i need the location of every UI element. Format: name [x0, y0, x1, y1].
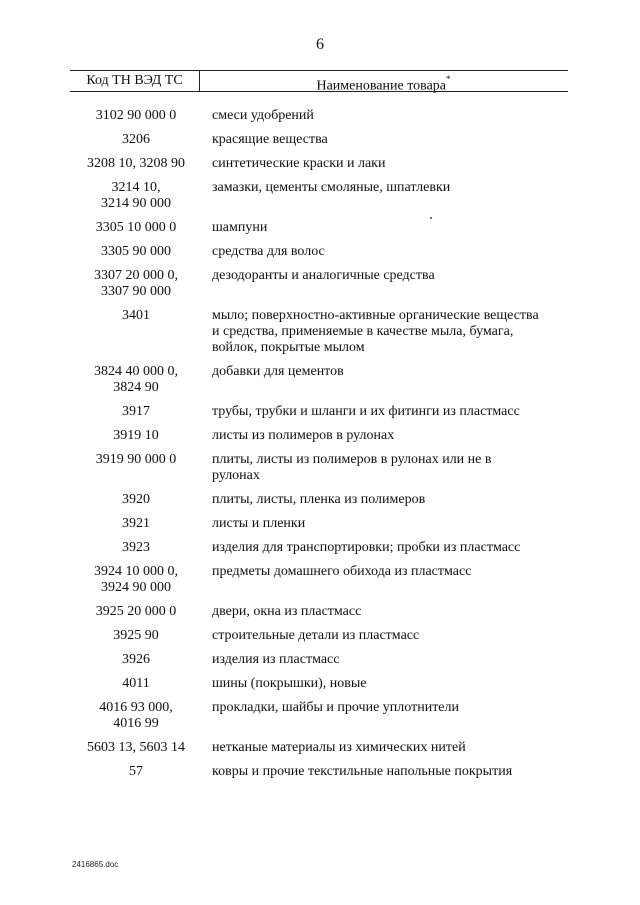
table-row	[0, 676, 640, 692]
goods-name: изделия для транспортировки; пробки из пластмасс	[212, 540, 521, 555]
tnved-code: 3305 10 000 0	[95, 220, 177, 235]
table-row	[0, 700, 640, 732]
goods-name: нетканые материалы из химических нитей	[212, 740, 466, 755]
table-row	[0, 308, 640, 356]
table-row	[0, 604, 640, 620]
goods-name: плиты, листы, пленка из полимеров	[212, 492, 426, 507]
tnved-code: 3824 40 000 0, 3824 90	[94, 364, 178, 395]
table-row	[0, 740, 640, 756]
table-row	[0, 628, 640, 644]
document-filename: 2416865.doc	[72, 860, 119, 869]
goods-name: листы из полимеров в рулонах	[212, 428, 395, 443]
table-header-top-rule	[70, 70, 568, 71]
goods-name: листы и пленки	[212, 516, 306, 531]
tnved-code: 3208 10, 3208 90	[87, 156, 185, 171]
goods-table-body	[0, 108, 640, 788]
table-row	[0, 156, 640, 172]
table-row	[0, 364, 640, 396]
table-row	[0, 652, 640, 668]
goods-name: двери, окна из пластмасс	[212, 604, 362, 619]
goods-name: шампуни	[212, 220, 268, 235]
goods-name: трубы, трубки и шланги и их фитинги из пластмасс	[212, 404, 520, 419]
tnved-code: 3214 10, 3214 90 000	[101, 180, 171, 211]
tnved-code: 4016 93 000, 4016 99	[99, 700, 173, 731]
table-row	[0, 108, 640, 124]
tnved-code: 3926	[122, 652, 150, 667]
tnved-code: 3923	[122, 540, 150, 555]
tnved-code: 3206	[122, 132, 150, 147]
tnved-code: 3925 20 000 0	[95, 604, 177, 619]
tnved-code: 3917	[122, 404, 150, 419]
tnved-code: 3401	[122, 308, 150, 323]
goods-name: мыло; поверхностно-активные органические вещества и средства, применяемые в качестве мыла, бумага, войлок, покрытые мылом	[212, 308, 539, 355]
goods-name: средства для волос	[212, 244, 325, 259]
table-row	[0, 452, 640, 484]
tnved-code: 3102 90 000 0	[95, 108, 177, 123]
page-number: 6	[316, 36, 324, 53]
tnved-code: 3919 90 000 0	[95, 452, 177, 467]
goods-name: смеси удобрений	[212, 108, 314, 123]
tnved-code: 3924 10 000 0, 3924 90 000	[94, 564, 178, 595]
goods-name: плиты, листы из полимеров в рулонах или не в рулонах	[212, 452, 492, 483]
table-row	[0, 244, 640, 260]
goods-name: изделия из пластмасс	[212, 652, 340, 667]
table-row	[0, 404, 640, 420]
table-row	[0, 492, 640, 508]
tnved-code: 3919 10	[113, 428, 159, 443]
goods-name: замазки, цементы смоляные, шпатлевки	[212, 180, 451, 195]
column-header-name	[199, 72, 568, 96]
table-row	[0, 516, 640, 532]
goods-name: строительные детали из пластмасс	[212, 628, 420, 643]
tnved-code: 3305 90 000	[101, 244, 171, 259]
table-row	[0, 564, 640, 596]
table-row	[0, 220, 640, 236]
goods-name: красящие вещества	[212, 132, 328, 147]
goods-name: синтетические краски и лаки	[212, 156, 386, 171]
table-row	[0, 428, 640, 444]
table-row	[0, 180, 640, 212]
column-header-code: Код ТН ВЭД ТС	[86, 73, 183, 88]
scan-speck	[430, 217, 432, 219]
table-row	[0, 132, 640, 148]
goods-name: добавки для цементов	[212, 364, 344, 379]
table-row	[0, 540, 640, 556]
goods-name: ковры и прочие текстильные напольные покрытия	[212, 764, 513, 779]
footnote-marker: *	[446, 74, 451, 84]
goods-name: предметы домашнего обихода из пластмасс	[212, 564, 472, 579]
table-header-bottom-rule	[70, 91, 568, 92]
tnved-code: 57	[129, 764, 143, 779]
tnved-code: 3921	[122, 516, 150, 531]
tnved-code: 4011	[122, 676, 150, 691]
goods-name: шины (покрышки), новые	[212, 676, 367, 691]
column-header-name-label: Наименование товара	[316, 78, 446, 94]
goods-name: прокладки, шайбы и прочие уплотнители	[212, 700, 460, 715]
table-row	[0, 268, 640, 300]
tnved-code: 3920	[122, 492, 150, 507]
goods-name: дезодоранты и аналогичные средства	[212, 268, 435, 283]
tnved-code: 5603 13, 5603 14	[87, 740, 185, 755]
tnved-code: 3307 20 000 0, 3307 90 000	[94, 268, 178, 299]
tnved-code: 3925 90	[113, 628, 159, 643]
table-row	[0, 764, 640, 780]
